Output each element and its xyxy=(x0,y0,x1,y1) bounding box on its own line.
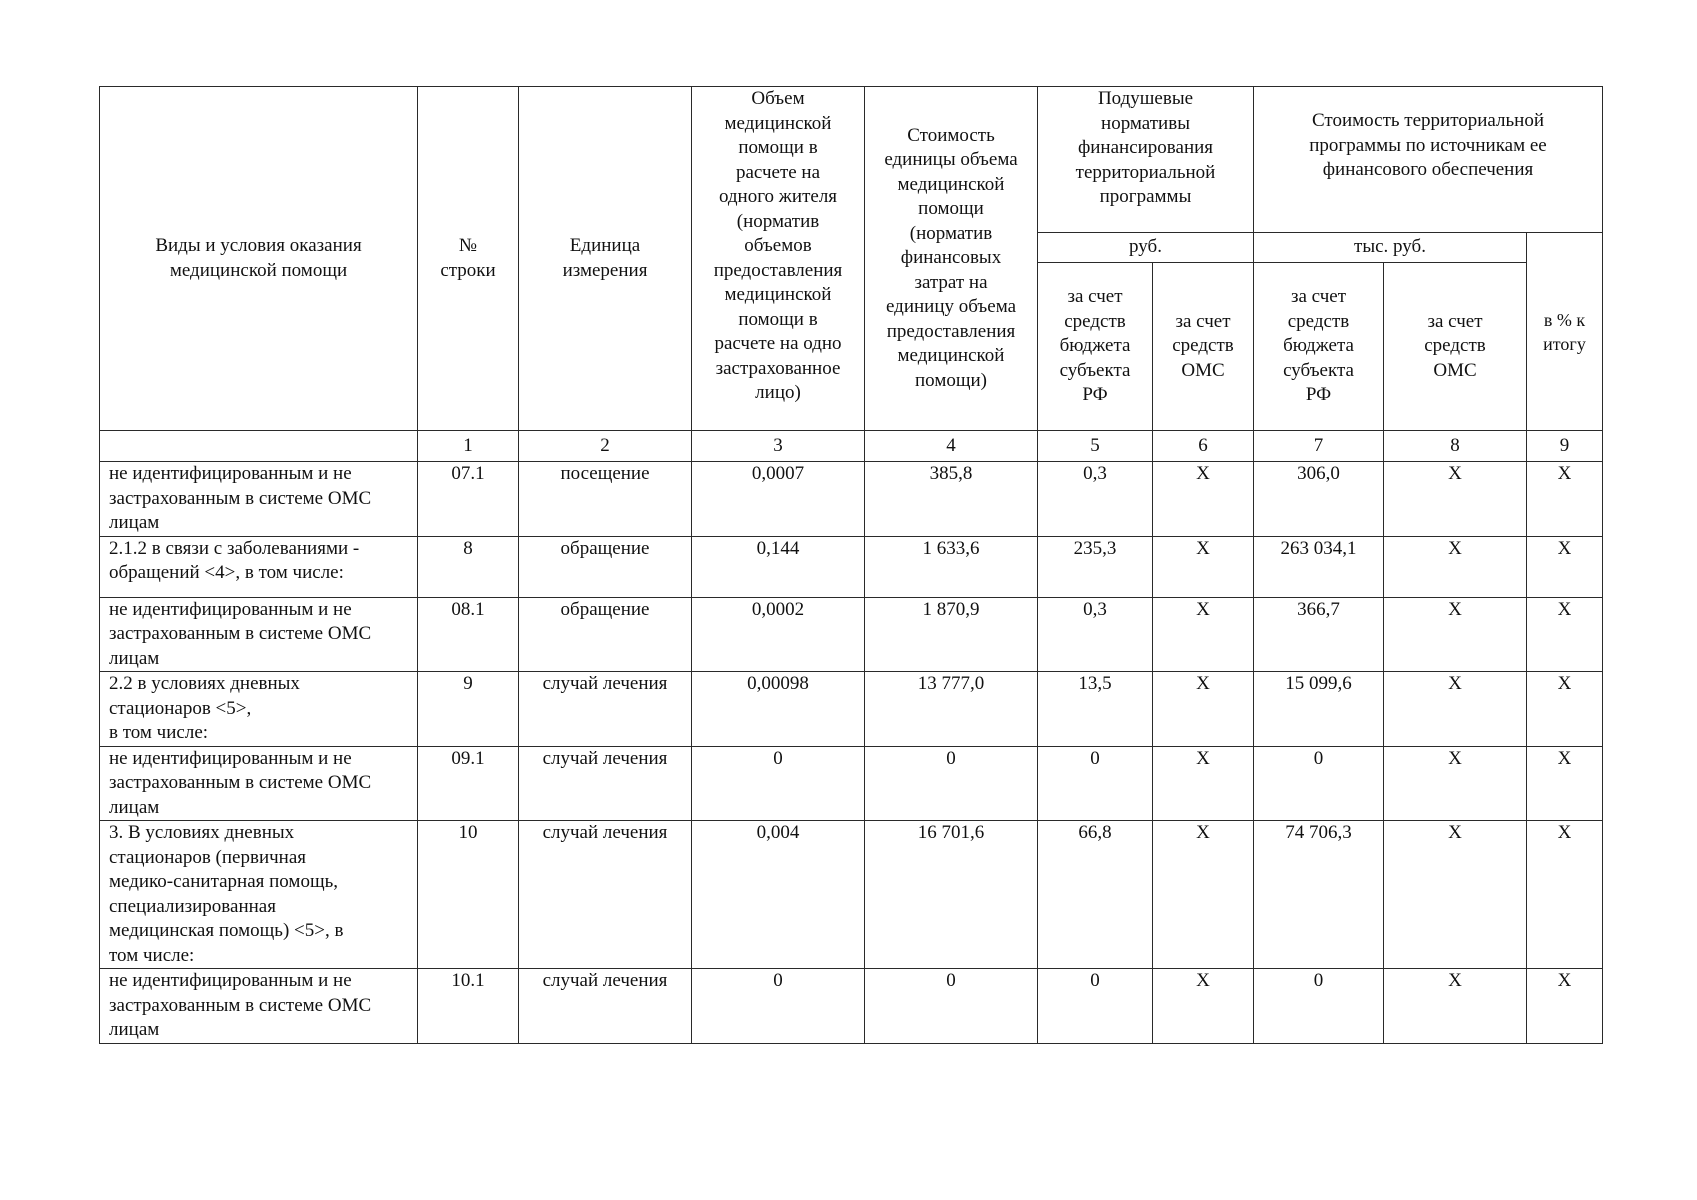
row-unit: случай лечения xyxy=(519,821,692,969)
row-name: не идентифицированным и не застрахованным в системе ОМС лицам xyxy=(100,462,418,537)
row-number: 9 xyxy=(418,672,519,747)
header-rub-oms: за счет средств ОМС xyxy=(1153,263,1254,431)
column-number: 5 xyxy=(1038,431,1153,462)
header-percent-total: в % к итогу xyxy=(1527,233,1603,431)
column-number: 7 xyxy=(1254,431,1384,462)
row-trub-budget: 263 034,1 xyxy=(1254,536,1384,597)
row-cost: 1 870,9 xyxy=(865,597,1038,672)
row-trub-oms: X xyxy=(1384,597,1527,672)
row-percent: X xyxy=(1527,597,1603,672)
table-row xyxy=(100,597,1603,672)
row-name: 2.1.2 в связи с заболеваниями - обращений <4>, в том числе: xyxy=(100,536,418,597)
table-row xyxy=(100,821,1603,969)
row-percent: X xyxy=(1527,969,1603,1044)
header-unit-cost: Стоимость единицы объема медицинской помощи (норматив финансовых затрат на единицу объема предоставления медицинской помощи) xyxy=(865,87,1038,431)
row-volume: 0,0002 xyxy=(692,597,865,672)
column-number: 9 xyxy=(1527,431,1603,462)
header-row-main xyxy=(100,87,1603,233)
column-number: 4 xyxy=(865,431,1038,462)
row-volume: 0 xyxy=(692,969,865,1044)
row-number: 09.1 xyxy=(418,746,519,821)
row-rub-budget: 0,3 xyxy=(1038,462,1153,537)
row-rub-budget: 0 xyxy=(1038,746,1153,821)
row-percent: X xyxy=(1527,536,1603,597)
column-number: 6 xyxy=(1153,431,1254,462)
row-trub-oms: X xyxy=(1384,746,1527,821)
row-number: 08.1 xyxy=(418,597,519,672)
row-number: 8 xyxy=(418,536,519,597)
row-rub-oms: X xyxy=(1153,597,1254,672)
header-unit: Единица измерения xyxy=(519,87,692,431)
row-rub-oms: X xyxy=(1153,746,1254,821)
row-cost: 385,8 xyxy=(865,462,1038,537)
row-number: 10 xyxy=(418,821,519,969)
header-trub-oms: за счет средств ОМС xyxy=(1384,263,1527,431)
header-program-cost: Стоимость территориальной программы по источникам ее финансового обеспечения xyxy=(1254,87,1603,233)
column-number: 1 xyxy=(418,431,519,462)
row-number: 10.1 xyxy=(418,969,519,1044)
row-trub-budget: 366,7 xyxy=(1254,597,1384,672)
column-number: 2 xyxy=(519,431,692,462)
row-rub-budget: 0,3 xyxy=(1038,597,1153,672)
header-unit-thousand-rub: тыс. руб. xyxy=(1254,233,1527,263)
header-volume: Объем медицинской помощи в расчете на одного жителя (норматив объемов предоставления медицинской помощи в расчете на одно застрахованное лицо) xyxy=(692,87,865,431)
row-unit: посещение xyxy=(519,462,692,537)
header-trub-budget: за счет средств бюджета субъекта РФ xyxy=(1254,263,1384,431)
row-rub-oms: X xyxy=(1153,462,1254,537)
column-numbers-row xyxy=(100,431,1603,462)
row-percent: X xyxy=(1527,746,1603,821)
table-row xyxy=(100,462,1603,537)
row-percent: X xyxy=(1527,672,1603,747)
row-percent: X xyxy=(1527,821,1603,969)
row-unit: обращение xyxy=(519,536,692,597)
row-volume: 0,004 xyxy=(692,821,865,969)
row-name: не идентифицированным и не застрахованным в системе ОМС лицам xyxy=(100,746,418,821)
table-row xyxy=(100,969,1603,1044)
row-cost: 0 xyxy=(865,746,1038,821)
column-number-blank xyxy=(100,431,418,462)
row-cost: 16 701,6 xyxy=(865,821,1038,969)
table-row xyxy=(100,672,1603,747)
row-rub-budget: 13,5 xyxy=(1038,672,1153,747)
header-unit-rub: руб. xyxy=(1038,233,1254,263)
row-trub-oms: X xyxy=(1384,821,1527,969)
row-trub-oms: X xyxy=(1384,462,1527,537)
row-trub-oms: X xyxy=(1384,672,1527,747)
row-volume: 0,0007 xyxy=(692,462,865,537)
row-cost: 0 xyxy=(865,969,1038,1044)
row-cost: 1 633,6 xyxy=(865,536,1038,597)
row-name: 3. В условиях дневных стационаров (первичная медико-санитарная помощь, специализированная медицинская помощь) <5>, в том числе: xyxy=(100,821,418,969)
row-volume: 0,144 xyxy=(692,536,865,597)
row-trub-oms: X xyxy=(1384,969,1527,1044)
header-per-capita-norms: Подушевые нормативы финансирования территориальной программы xyxy=(1038,87,1254,233)
column-number: 3 xyxy=(692,431,865,462)
row-unit: случай лечения xyxy=(519,746,692,821)
row-rub-oms: X xyxy=(1153,969,1254,1044)
row-volume: 0,00098 xyxy=(692,672,865,747)
row-trub-budget: 0 xyxy=(1254,746,1384,821)
header-types-of-care: Виды и условия оказания медицинской помощи xyxy=(100,87,418,431)
row-trub-budget: 15 099,6 xyxy=(1254,672,1384,747)
row-rub-oms: X xyxy=(1153,672,1254,747)
column-number: 8 xyxy=(1384,431,1527,462)
row-rub-oms: X xyxy=(1153,536,1254,597)
row-trub-oms: X xyxy=(1384,536,1527,597)
row-unit: обращение xyxy=(519,597,692,672)
table-row xyxy=(100,746,1603,821)
row-percent: X xyxy=(1527,462,1603,537)
row-trub-budget: 306,0 xyxy=(1254,462,1384,537)
row-rub-budget: 66,8 xyxy=(1038,821,1153,969)
row-name: не идентифицированным и не застрахованным в системе ОМС лицам xyxy=(100,969,418,1044)
header-rub-budget: за счет средств бюджета субъекта РФ xyxy=(1038,263,1153,431)
table-row xyxy=(100,536,1603,597)
row-rub-oms: X xyxy=(1153,821,1254,969)
row-volume: 0 xyxy=(692,746,865,821)
medical-care-cost-table xyxy=(99,86,1603,1044)
row-cost: 13 777,0 xyxy=(865,672,1038,747)
row-rub-budget: 0 xyxy=(1038,969,1153,1044)
row-rub-budget: 235,3 xyxy=(1038,536,1153,597)
row-unit: случай лечения xyxy=(519,672,692,747)
header-row-number: № строки xyxy=(418,87,519,431)
row-unit: случай лечения xyxy=(519,969,692,1044)
row-trub-budget: 74 706,3 xyxy=(1254,821,1384,969)
row-trub-budget: 0 xyxy=(1254,969,1384,1044)
row-number: 07.1 xyxy=(418,462,519,537)
row-name: 2.2 в условиях дневных стационаров <5>, в том числе: xyxy=(100,672,418,747)
row-name: не идентифицированным и не застрахованным в системе ОМС лицам xyxy=(100,597,418,672)
